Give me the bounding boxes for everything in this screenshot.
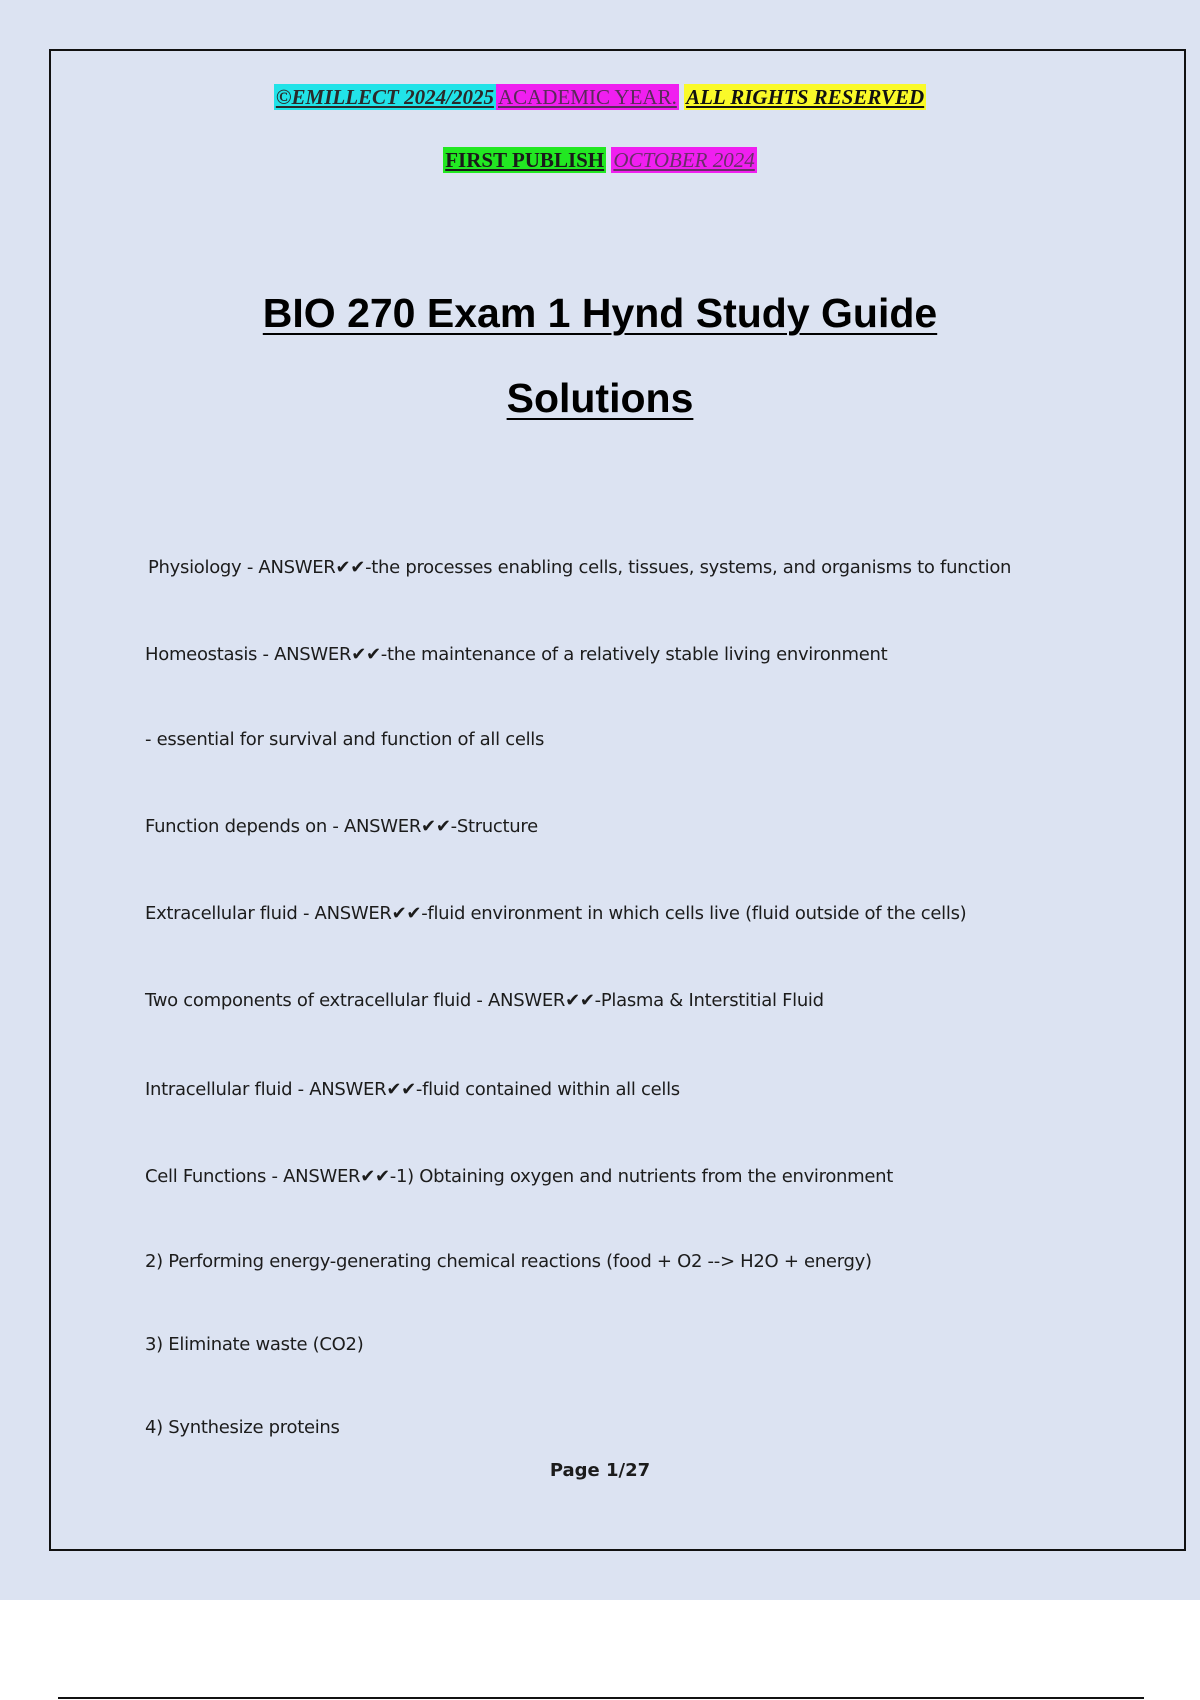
study-entry: Function depends on - ANSWER✔✔-Structure <box>145 816 538 837</box>
study-entry: Physiology - ANSWER✔✔-the processes enabling cells, tissues, systems, and organisms to function <box>148 557 1012 578</box>
study-entry: Cell Functions - ANSWER✔✔-1) Obtaining oxygen and nutrients from the environment <box>145 1166 894 1187</box>
rights-reserved-label: ALL RIGHTS RESERVED <box>686 85 925 109</box>
study-entry: Homeostasis - ANSWER✔✔-the maintenance of a relatively stable living environment <box>145 644 888 665</box>
study-entry: Intracellular fluid - ANSWER✔✔-fluid contained within all cells <box>145 1079 680 1100</box>
copyright-header <box>0 84 1200 110</box>
study-entry: - essential for survival and function of all cells <box>145 729 545 750</box>
publish-date: OCTOBER 2024 <box>613 148 755 172</box>
study-entry: 3) Eliminate waste (CO2) <box>145 1334 364 1355</box>
first-publish-label: FIRST PUBLISH <box>445 148 605 172</box>
study-entry: Extracellular fluid - ANSWER✔✔-fluid environment in which cells live (fluid outside of the cells) <box>145 903 967 924</box>
study-entry: Two components of extracellular fluid - ANSWER✔✔-Plasma & Interstitial Fluid <box>145 990 824 1011</box>
study-entry: 2) Performing energy-generating chemical reactions (food + O2 --> H2O + energy) <box>145 1251 872 1272</box>
academic-year-label: ACADEMIC YEAR. <box>497 85 677 109</box>
page-border <box>49 49 1186 1551</box>
document-title-line-2: Solutions <box>506 375 694 421</box>
study-entry: 4) Synthesize proteins <box>145 1417 340 1438</box>
publish-header <box>0 147 1200 173</box>
page-number: Page 1/27 <box>549 1460 651 1481</box>
copyright-notice: ©EMILLECT 2024/2025 <box>275 85 494 109</box>
document-title: BIO 270 Exam 1 Hynd Study Guide <box>262 290 938 336</box>
next-page-divider <box>58 1697 1144 1699</box>
